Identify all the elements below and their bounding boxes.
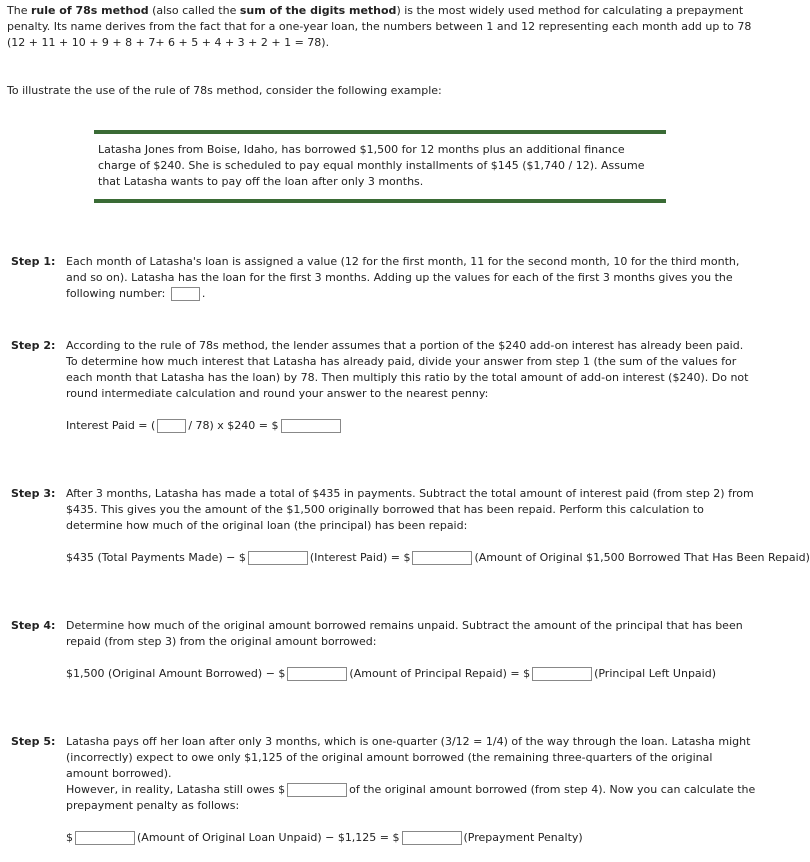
step2-formula-part2: / 78) x $240 = $ bbox=[188, 419, 279, 432]
step3-principal-repaid-input[interactable] bbox=[412, 551, 472, 565]
step3-formula bbox=[66, 550, 810, 566]
step4-principal-unpaid-input[interactable] bbox=[532, 667, 592, 681]
step3-formula-part3: (Amount of Original $1,500 Borrowed That Has Been Repaid) bbox=[474, 551, 810, 564]
example-text: Latasha Jones from Boise, Idaho, has borrowed $1,500 for 12 months plus an additional finance charge of $240. She is scheduled to pay equal monthly installments of $145 ($1,740 / 12). Assume that Latasha wants to pay off the loan after only 3 months. bbox=[98, 143, 645, 188]
step5-formula-part1: $ bbox=[66, 831, 73, 844]
intro-bold-sum-of-digits: sum of the digits method bbox=[239, 4, 397, 17]
step2-sum-input[interactable] bbox=[157, 419, 186, 433]
step2-label: Step 2: bbox=[11, 339, 56, 352]
step4-principal-repaid-input[interactable] bbox=[287, 667, 347, 681]
step5-label: Step 5: bbox=[11, 735, 56, 748]
step5-loan-unpaid-input[interactable] bbox=[75, 831, 135, 845]
intro-text-1: The bbox=[7, 4, 31, 17]
step3-formula-part2: (Interest Paid) = $ bbox=[309, 551, 411, 564]
intro-paragraph bbox=[7, 3, 762, 51]
step1-period: . bbox=[201, 287, 206, 300]
intro-text-2: (also called the bbox=[148, 4, 240, 17]
step4-text: Determine how much of the original amount borrowed remains unpaid. Subtract the amount of the principal that has been repaid (from step 3) from the original amount borrowed: bbox=[66, 619, 743, 648]
step5-however-part1: However, in reality, Latasha still owes $ bbox=[66, 783, 286, 796]
step3-text: After 3 months, Latasha has made a total of $435 in payments. Subtract the total amount of interest paid (from step 2) from $435. This gives you the amount of the $1,500 originally borrowed that has been repaid. Perform this calculation to determine how much of the original loan (the principal) has been repaid: bbox=[66, 487, 754, 532]
step2-formula bbox=[66, 418, 343, 434]
step5-however-text bbox=[66, 782, 756, 814]
step1-text bbox=[66, 254, 758, 302]
step5-however-part2: of the original amount borrowed (from step 4). Now you can calculate the prepayment penalty as follows: bbox=[66, 783, 756, 812]
illustration-text: To illustrate the use of the rule of 78s method, consider the following example: bbox=[7, 84, 442, 97]
step2-text: According to the rule of 78s method, the lender assumes that a portion of the $240 add-on interest has already been paid. To determine how much interest that Latasha has already paid, divide your answer from step 1 (the sum of the values for each month that Latasha has the loan) by 78. Then multiply this ratio by the total amount of add-on interest ($240). Do not round intermediate calculation and round your answer to the nearest penny: bbox=[66, 339, 749, 400]
intro-text-3: ) is the most widely used method for calculating a prepayment penalty. Its name derives from the fact that for a one-year loan, the numbers between 1 and 12 representing each month add up to 78 (12 + 11 + 10 + 9 + 8 + 7+ 6 + 5 + 4 + 3 + 2 + 1 = 78). bbox=[7, 4, 752, 49]
step1-label: Step 1: bbox=[11, 255, 56, 268]
step4-formula-part3: (Principal Left Unpaid) bbox=[594, 667, 717, 680]
step5-formula-part3: (Prepayment Penalty) bbox=[463, 831, 583, 844]
step5-text: Latasha pays off her loan after only 3 months, which is one-quarter (3/12 = 1/4) of the way through the loan. Latasha might (incorrectly) expect to owe only $1,125 of the original amount borrowed (the remaining three-quarters of the original amount borrowed). bbox=[66, 735, 751, 780]
step5-formula-part2: (Amount of Original Loan Unpaid) − $1,125 = $ bbox=[137, 831, 400, 844]
step2-formula-part1: Interest Paid = ( bbox=[66, 419, 156, 432]
step5-prepayment-penalty-input[interactable] bbox=[402, 831, 462, 845]
intro-bold-rule-of-78s: rule of 78s method bbox=[30, 4, 149, 17]
step1-body: Each month of Latasha's loan is assigned a value (12 for the first month, 11 for the second month, 10 for the third month, and so on). Latasha has the loan for the first 3 months. Adding up the values for each of the first 3 months gives you the following number: bbox=[66, 255, 740, 300]
step3-label: Step 3: bbox=[11, 487, 56, 500]
example-bottom-rule bbox=[94, 199, 666, 203]
step2-interest-paid-input[interactable] bbox=[281, 419, 341, 433]
step1-sum-input[interactable] bbox=[171, 287, 200, 301]
example-top-rule bbox=[94, 130, 666, 134]
step4-formula bbox=[66, 666, 716, 682]
step3-formula-part1: $435 (Total Payments Made) − $ bbox=[66, 551, 246, 564]
step4-formula-part2: (Amount of Principal Repaid) = $ bbox=[349, 667, 531, 680]
step3-interest-paid-input[interactable] bbox=[248, 551, 308, 565]
step5-formula bbox=[66, 830, 583, 846]
step4-formula-part1: $1,500 (Original Amount Borrowed) − $ bbox=[66, 667, 286, 680]
step5-still-owes-input[interactable] bbox=[287, 783, 347, 797]
step4-label: Step 4: bbox=[11, 619, 56, 632]
